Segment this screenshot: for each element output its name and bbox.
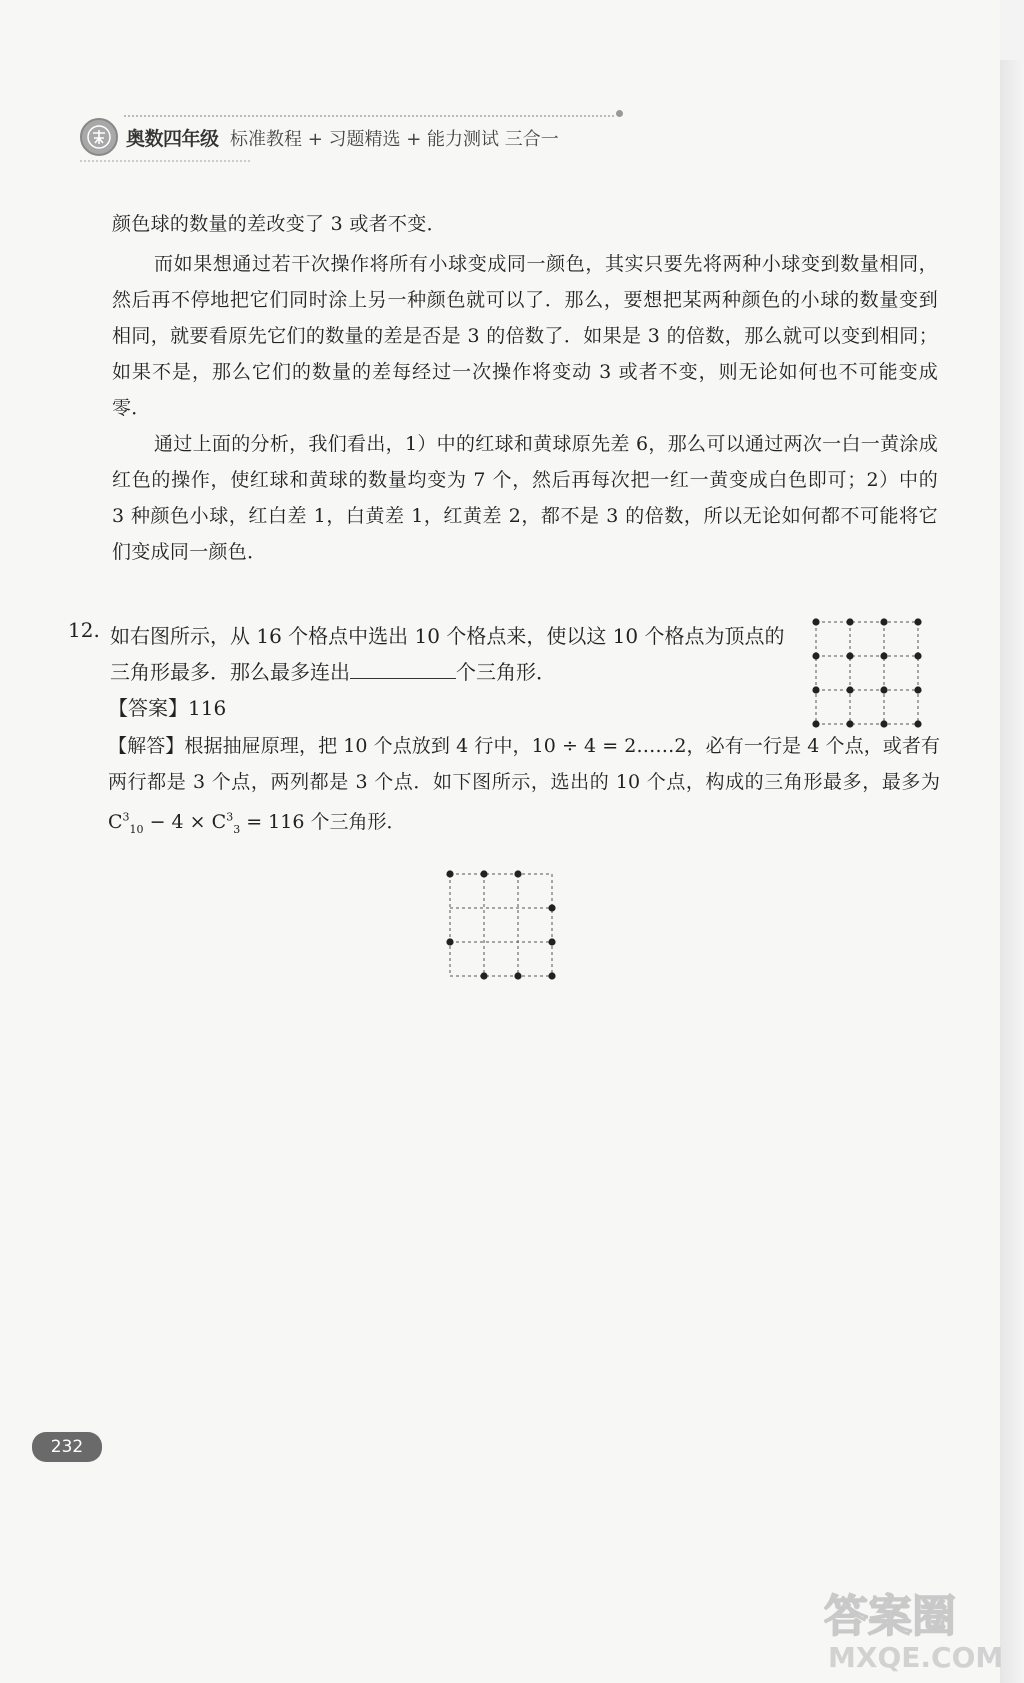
formula-result: = 116 <box>240 811 305 834</box>
answer-value: 116 <box>188 696 227 720</box>
grid-point <box>812 652 819 659</box>
grid-point <box>480 870 487 877</box>
answer-label: 【答案】 <box>108 696 188 720</box>
grid-point <box>880 618 887 625</box>
header-bottom-rule <box>80 160 250 162</box>
question-text-before: 如右图所示，从 16 个格点中选出 10 个格点来，使以这 10 个格点为顶点的三角形最多．那么最多连出 <box>110 624 785 684</box>
grid-point <box>846 618 853 625</box>
grid-point <box>480 972 487 979</box>
grid-point <box>812 618 819 625</box>
series-title: 奥数四年级 <box>126 128 219 150</box>
grid-point <box>846 686 853 693</box>
solution-body: 根据抽屉原理，把 10 个点放到 4 行中，10 ÷ 4 = 2……2，必有一行是 4 个点，或者有两行都是 3 个点，两列都是 3 个点．如下图所示，选出的 10 个点，构成的三角形最多，最多为 <box>108 735 940 793</box>
page-number: 232 <box>32 1432 102 1462</box>
combination-sup-2: 3 <box>226 811 234 824</box>
grid-point <box>914 686 921 693</box>
combination-sup: 3 <box>122 811 130 824</box>
page-header <box>80 118 560 158</box>
combination-symbol-2: C <box>211 811 227 834</box>
grid-point <box>548 904 555 911</box>
answer-line <box>108 692 226 721</box>
grid-point <box>812 686 819 693</box>
grid-point <box>880 652 887 659</box>
grid-point <box>914 720 921 727</box>
grid-point <box>812 720 819 727</box>
watermark-line-1: 答案圈 <box>824 1591 956 1642</box>
combination-sub: 10 <box>129 823 144 837</box>
formula-operator: − 4 × <box>143 811 212 834</box>
paragraph-continued: 颜色球的数量的差改变了 3 或者不变． <box>112 213 446 235</box>
grid-point <box>880 720 887 727</box>
watermark-line-2: MXQE.COM <box>828 1641 1004 1674</box>
grid-point <box>880 686 887 693</box>
watermark-logo <box>820 1575 1010 1675</box>
lattice-figure-16-points <box>812 618 924 730</box>
header-dotted-rule <box>124 115 614 117</box>
question-text-after: 个三角形． <box>456 660 556 684</box>
page-edge <box>1000 60 1024 1683</box>
grid-point <box>846 720 853 727</box>
formula-tail: 个三角形． <box>304 811 406 834</box>
paragraph-analysis: 而如果想通过若干次操作将所有小球变成同一颜色，其实只要先将两种小球变到数量相同，然后再不停地把它们同时涂上另一种颜色就可以了．那么，要想把某两种颜色的小球的数量变到相同，就要看原先它们的数量的差是否是 3 的倍数了．如果是 3 的倍数，那么就可以变到相同；如果不是，那么它们的数量的差每经过一次操作将变动 3 或者不变，则无论如何也不可能变成零． <box>112 253 938 419</box>
grid-point <box>914 618 921 625</box>
university-seal-icon <box>80 118 118 156</box>
solution-label: 【解答】 <box>108 735 185 757</box>
combination-symbol: C <box>108 811 123 834</box>
grid-point <box>446 870 453 877</box>
solution-text <box>108 728 940 848</box>
grid-point <box>914 652 921 659</box>
grid-point <box>514 972 521 979</box>
paragraph-conclusion: 通过上面的分析，我们看出，1）中的红球和黄球原先差 6，那么可以通过两次一白一黄涂成红色的操作，使红球和黄球的数量均变为 7 个，然后再每次把一红一黄变成白色即可；2）中的 3 种颜色小球，红白差 1，白黄差 1，红黄差 2，都不是 3 的倍数，所以无论如何都不可能将它们变成同一颜色． <box>112 433 938 563</box>
answer-blank <box>350 656 456 679</box>
grid-point <box>446 938 453 945</box>
grid-point <box>548 938 555 945</box>
grid-point <box>514 870 521 877</box>
question-number: 12. <box>68 618 100 642</box>
grid-point <box>548 972 555 979</box>
combination-sub-2: 3 <box>233 823 241 837</box>
formula <box>108 811 406 837</box>
question-text <box>110 618 790 690</box>
header-dot <box>616 110 623 117</box>
series-subtitle: 标准教程 + 习题精选 + 能力测试 三合一 <box>230 129 559 150</box>
lattice-figure-10-selected <box>446 870 558 982</box>
grid-point <box>846 652 853 659</box>
